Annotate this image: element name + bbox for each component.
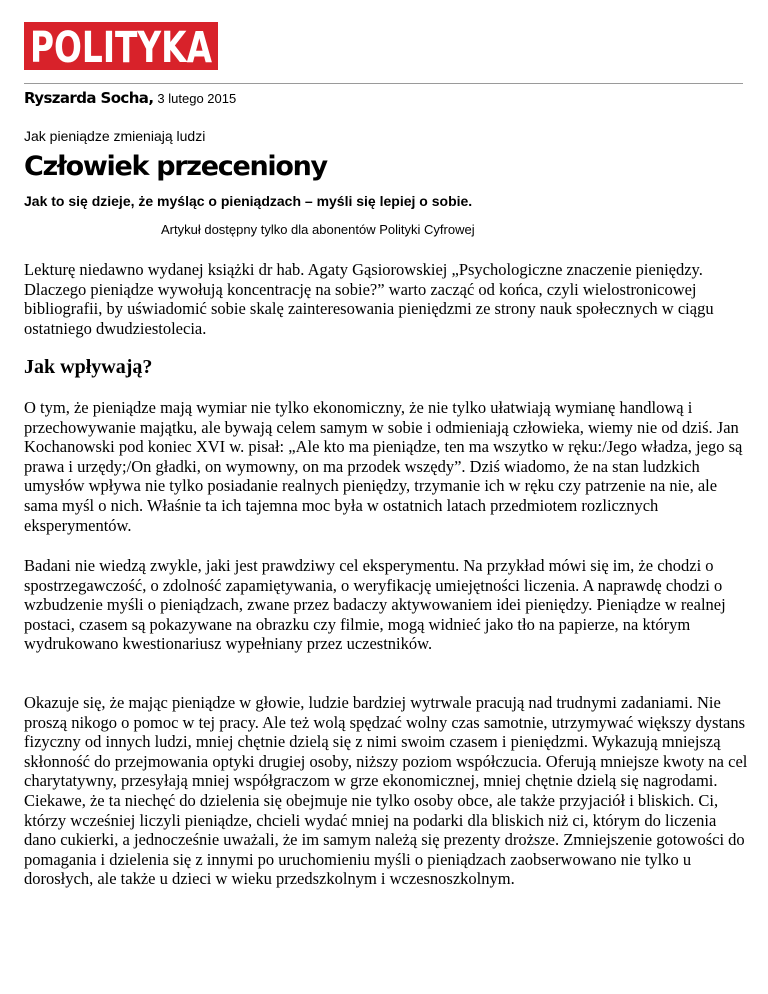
article-lead: Jak to się dzieje, że myśląc o pieniądzach – myśli się lepiej o sobie. [24, 193, 473, 209]
article-kicker: Jak pieniądze zmieniają ludzi [24, 128, 206, 144]
polityka-logo[interactable] [24, 22, 218, 73]
intro-paragraph: Lekturę niedawno wydanej książki dr hab. Agaty Gąsiorowskiej „Psychologiczne znaczenie pieniędzy. Dlaczego pieniądze wywołują koncentrację na sobie?” warto zacząć od końca, czyli wielostronicowej bibliografii, by uświadomić sobie skalę zainteresowania pieniędzmi ze strony nauk społecznych w ciągu ostatniego dwudziestolecia. [24, 260, 714, 338]
body-paragraph: Badani nie wiedzą zwykle, jaki jest prawdziwy cel eksperymentu. Na przykład mówi się im, że chodzi o spostrzegawczość, o zdolność zapamiętywania, o weryfikację umiejętności liczenia. A naprawdę chodzi o wzbudzenie myśli o pieniądzach, zwane przez badaczy aktywowaniem idei pieniędzy. Pieniądze w realnej postaci, czasem są pokazywane na obrazku czy filmie, mogą widnieć jako tło na papierze, na którym wydrukowano kwestionariusz wypełniany przez uczestników. [24, 556, 726, 654]
body-paragraph: Okazuje się, że mając pieniądze w głowie, ludzie bardziej wytrwale pracują nad trudnymi zadaniami. Nie proszą nikogo o pomoc w tej pracy. Ale też wolą spędzać wolny czas samotnie, utrzymywać większy dystans fizyczny od innych ludzi, mniej chętnie dzielą się z nimi swoim czasem i pieniędzmi. Wykazują mniejszą skłonność do przejmowania optyki drugiej osoby, niższy poziom współczucia. Oferują mniejsze kwoty na cel charytatywny, przesyłają mniej współgraczom w grze ekonomicznej, mniej chętnie dzielą się nagrodami. Ciekawe, że ta niechęć do dzielenia się obejmuje nie tylko osoby obce, ale także przyjaciół i bliskich. Ci, którzy wcześniej liczyli pieniądze, chcieli wydać mniej na podarki dla bliskich niż ci, którym do liczenia dano cukierki, a jednocześnie uważali, że im samym należą się prezenty droższe. Zmniejszenie gotowości do pomagania i dzielenia się z innymi po uruchomieniu myśli o pieniądzach zaobserwowano nie tylko u dorosłych, ale także u dzieci w wieku przedszkolnym i wczesnoszkolnym. [24, 693, 748, 889]
article-title: Człowiek przeceniony [24, 151, 327, 182]
section-heading: Jak wpływają? [24, 356, 153, 378]
header-divider [24, 83, 743, 84]
publish-date: 3 lutego 2015 [157, 91, 237, 106]
paywall-note: Artykuł dostępny tylko dla abonentów Polityki Cyfrowej [161, 222, 475, 237]
author-name[interactable]: Ryszarda Socha, [24, 89, 154, 107]
byline [24, 89, 236, 108]
logo-text: POLITYKA [30, 23, 213, 73]
body-paragraph: O tym, że pieniądze mają wymiar nie tylko ekonomiczny, że nie tylko ułatwiają wymianę handlową i przechowywanie majątku, ale bywają celem samym w sobie i odmieniają człowieka, wiemy nie od dziś. Jan Kochanowski pod koniec XVI w. pisał: „Ale kto ma pieniądze, ten ma wszytko w ręku:/Jego władza, jego są prawa i urzędy;/On gładki, on wymowny, on ma przodek wszędy”. Dziś wiadomo, że na stan ludzkich umysłów wpływa nie tylko posiadanie realnych pieniędzy, trzymanie ich w ręku czy patrzenie na nie, ale sama myśl o nich. Właśnie ta ich tajemna moc była w ostatnich latach przedmiotem rozlicznych eksperymentów. [24, 398, 743, 535]
logo-wordmark [28, 23, 214, 73]
